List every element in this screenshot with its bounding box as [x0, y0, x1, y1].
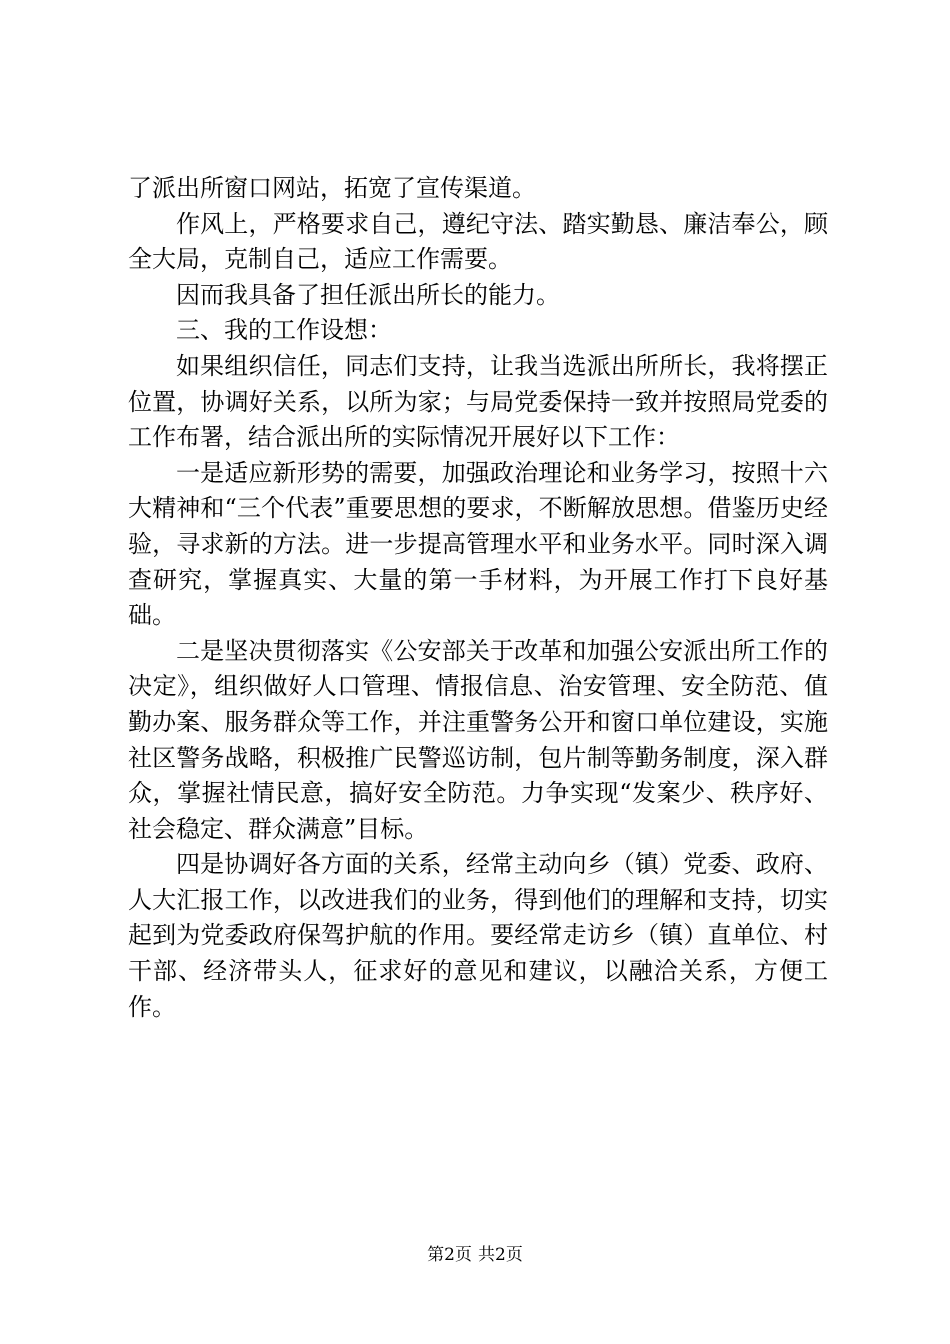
section-heading: 三、我的工作设想： — [176, 316, 392, 345]
page-total: 共2页 — [478, 1245, 523, 1265]
page-number: 第2页 — [427, 1245, 472, 1265]
document-body — [128, 171, 828, 1025]
paragraph: 作风上，严格要求自己，遵纪守法、踏实勤恳、廉洁奉公，顾全大局，克制自己，适应工作需要。 — [128, 209, 828, 274]
paragraph: 四是协调好各方面的关系，经常主动向乡（镇）党委、政府、人大汇报工作，以改进我们的业务，得到他们的理解和支持，切实起到为党委政府保驾护航的作用。要经常走访乡（镇）直单位、村干部、经济带头人，征求好的意见和建议，以融洽关系，方便工作。 — [128, 850, 828, 1021]
paragraph: 二是坚决贯彻落实《公安部关于改革和加强公安派出所工作的决定》，组织做好人口管理、情报信息、治安管理、安全防范、值勤办案、服务群众等工作，并注重警务公开和窗口单位建设，实施社区警务战略，积极推广民警巡访制，包片制等勤务制度，深入群众，掌握社情民意，搞好安全防范。力争实现“发案少、秩序好、社会稳定、群众满意”目标。 — [128, 636, 828, 843]
paragraph: 了派出所窗口网站，拓宽了宣传渠道。 — [128, 174, 536, 202]
page-footer — [0, 1244, 950, 1266]
paragraph: 一是适应新形势的需要，加强政治理论和业务学习，按照十六大精神和“三个代表”重要思想的要求，不断解放思想。借鉴历史经验，寻求新的方法。进一步提高管理水平和业务水平。同时深入调查研究，掌握真实、大量的第一手材料，为开展工作打下良好基础。 — [128, 458, 828, 630]
paragraph: 如果组织信任，同志们支持，让我当选派出所所长，我将摆正位置，协调好关系，以所为家；与局党委保持一致并按照局党委的工作布署，结合派出所的实际情况开展好以下工作： — [128, 351, 828, 452]
paragraph: 因而我具备了担任派出所长的能力。 — [176, 280, 560, 309]
